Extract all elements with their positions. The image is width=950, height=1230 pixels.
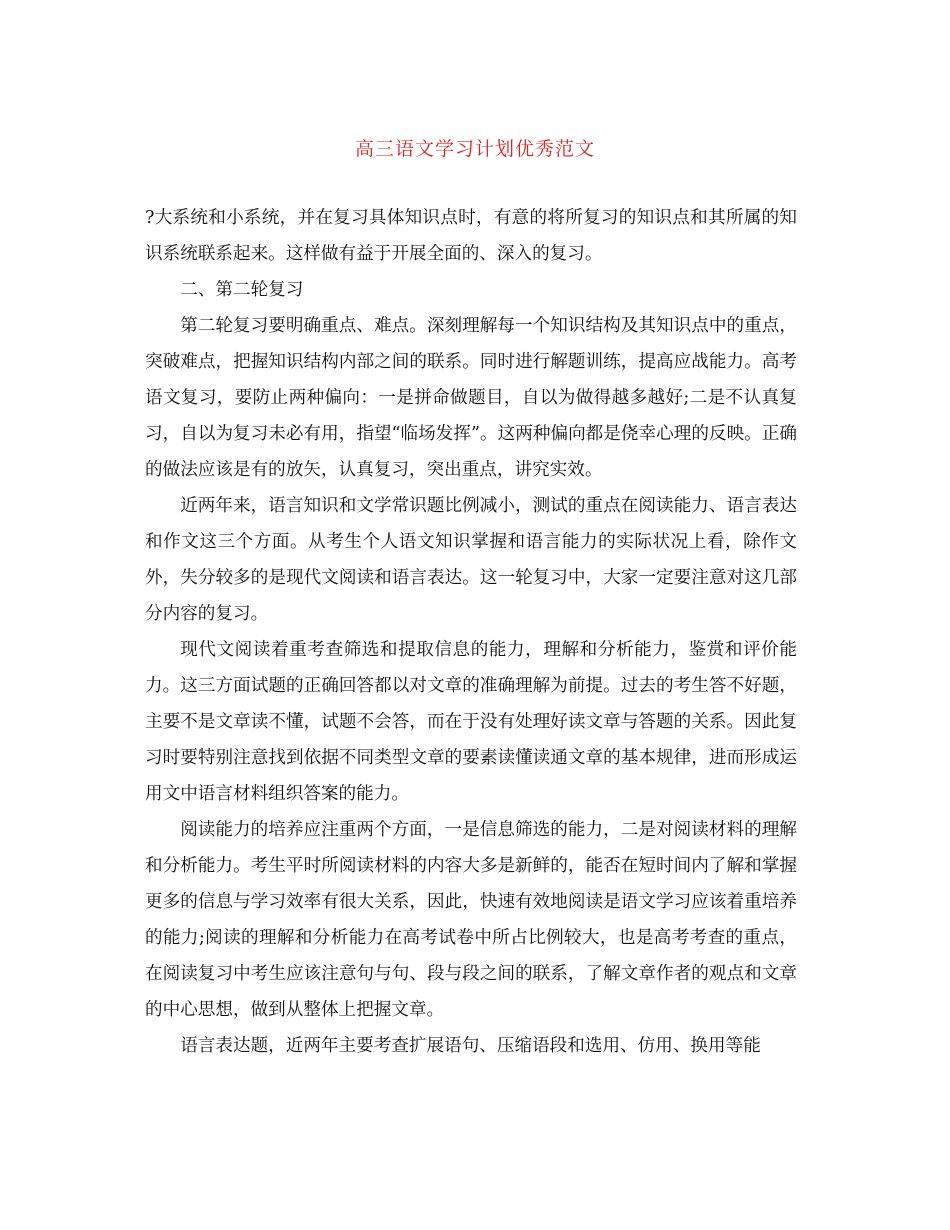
paragraph-recent-trends: 近两年来，语言知识和文学常识题比例减小，测试的重点在阅读能力、语言表达和作文这三个方面。从考生个人语文知识掌握和语言能力的实际状况上看，除作文外，失分较多的是现代文阅读和语言表达。这一轮复习中，大家一定要注意对这几部分内容的复习。 [145, 496, 797, 624]
paragraph-continuation: ?大系统和小系统，并在复习具体知识点时，有意的将所复习的知识点和其所属的知识系统联系起来。这样做有益于开展全面的、深入的复习。 [145, 208, 797, 264]
paragraph-language-expression: 语言表达题，近两年主要考查扩展语句、压缩语段和选用、仿用、换用等能 [180, 1036, 761, 1056]
paragraph-reading-ability: 阅读能力的培养应注重两个方面，一是信息筛选的能力，二是对阅读材料的理解和分析能力。考生平时所阅读材料的内容大多是新鲜的，能否在短时间内了解和掌握更多的信息与学习效率有很大关系，因此，快速有效地阅读是语文学习应该着重培养的能力;阅读的理解和分析能力在高考试卷中所占比例较大，也是高考考查的重点，在阅读复习中考生应该注意句与句、段与段之间的联系，了解文章作者的观点和文章的中心思想，做到从整体上把握文章。 [145, 820, 797, 1020]
paragraph-second-round-focus: 第二轮复习要明确重点、难点。深刻理解每一个知识结构及其知识点中的重点，突破难点，把握知识结构内部之间的联系。同时进行解题训练，提高应战能力。高考语文复习，要防止两种偏向：一是拼命做题目，自以为做得越多越好;二是不认真复习，自以为复习未必有用，指望“临场发挥”。这两种偏向都是侥幸心理的反映。正确的做法应该是有的放矢，认真复习，突出重点，讲究实效。 [145, 316, 797, 480]
document-body [145, 200, 797, 1064]
section-heading-second-round: 二、第二轮复习 [180, 280, 304, 300]
document-title: 高三语文学习计划优秀范文 [354, 138, 595, 160]
paragraph-modern-reading: 现代文阅读着重考查筛选和提取信息的能力，理解和分析能力，鉴赏和评价能力。这三方面试题的正确回答都以对文章的准确理解为前提。过去的考生答不好题，主要不是文章读不懂，试题不会答，而在于没有处理好读文章与答题的关系。因此复习时要特别注意找到依据不同类型文章的要素读懂读通文章的基本规律，进而形成运用文中语言材料组织答案的能力。 [145, 640, 797, 804]
